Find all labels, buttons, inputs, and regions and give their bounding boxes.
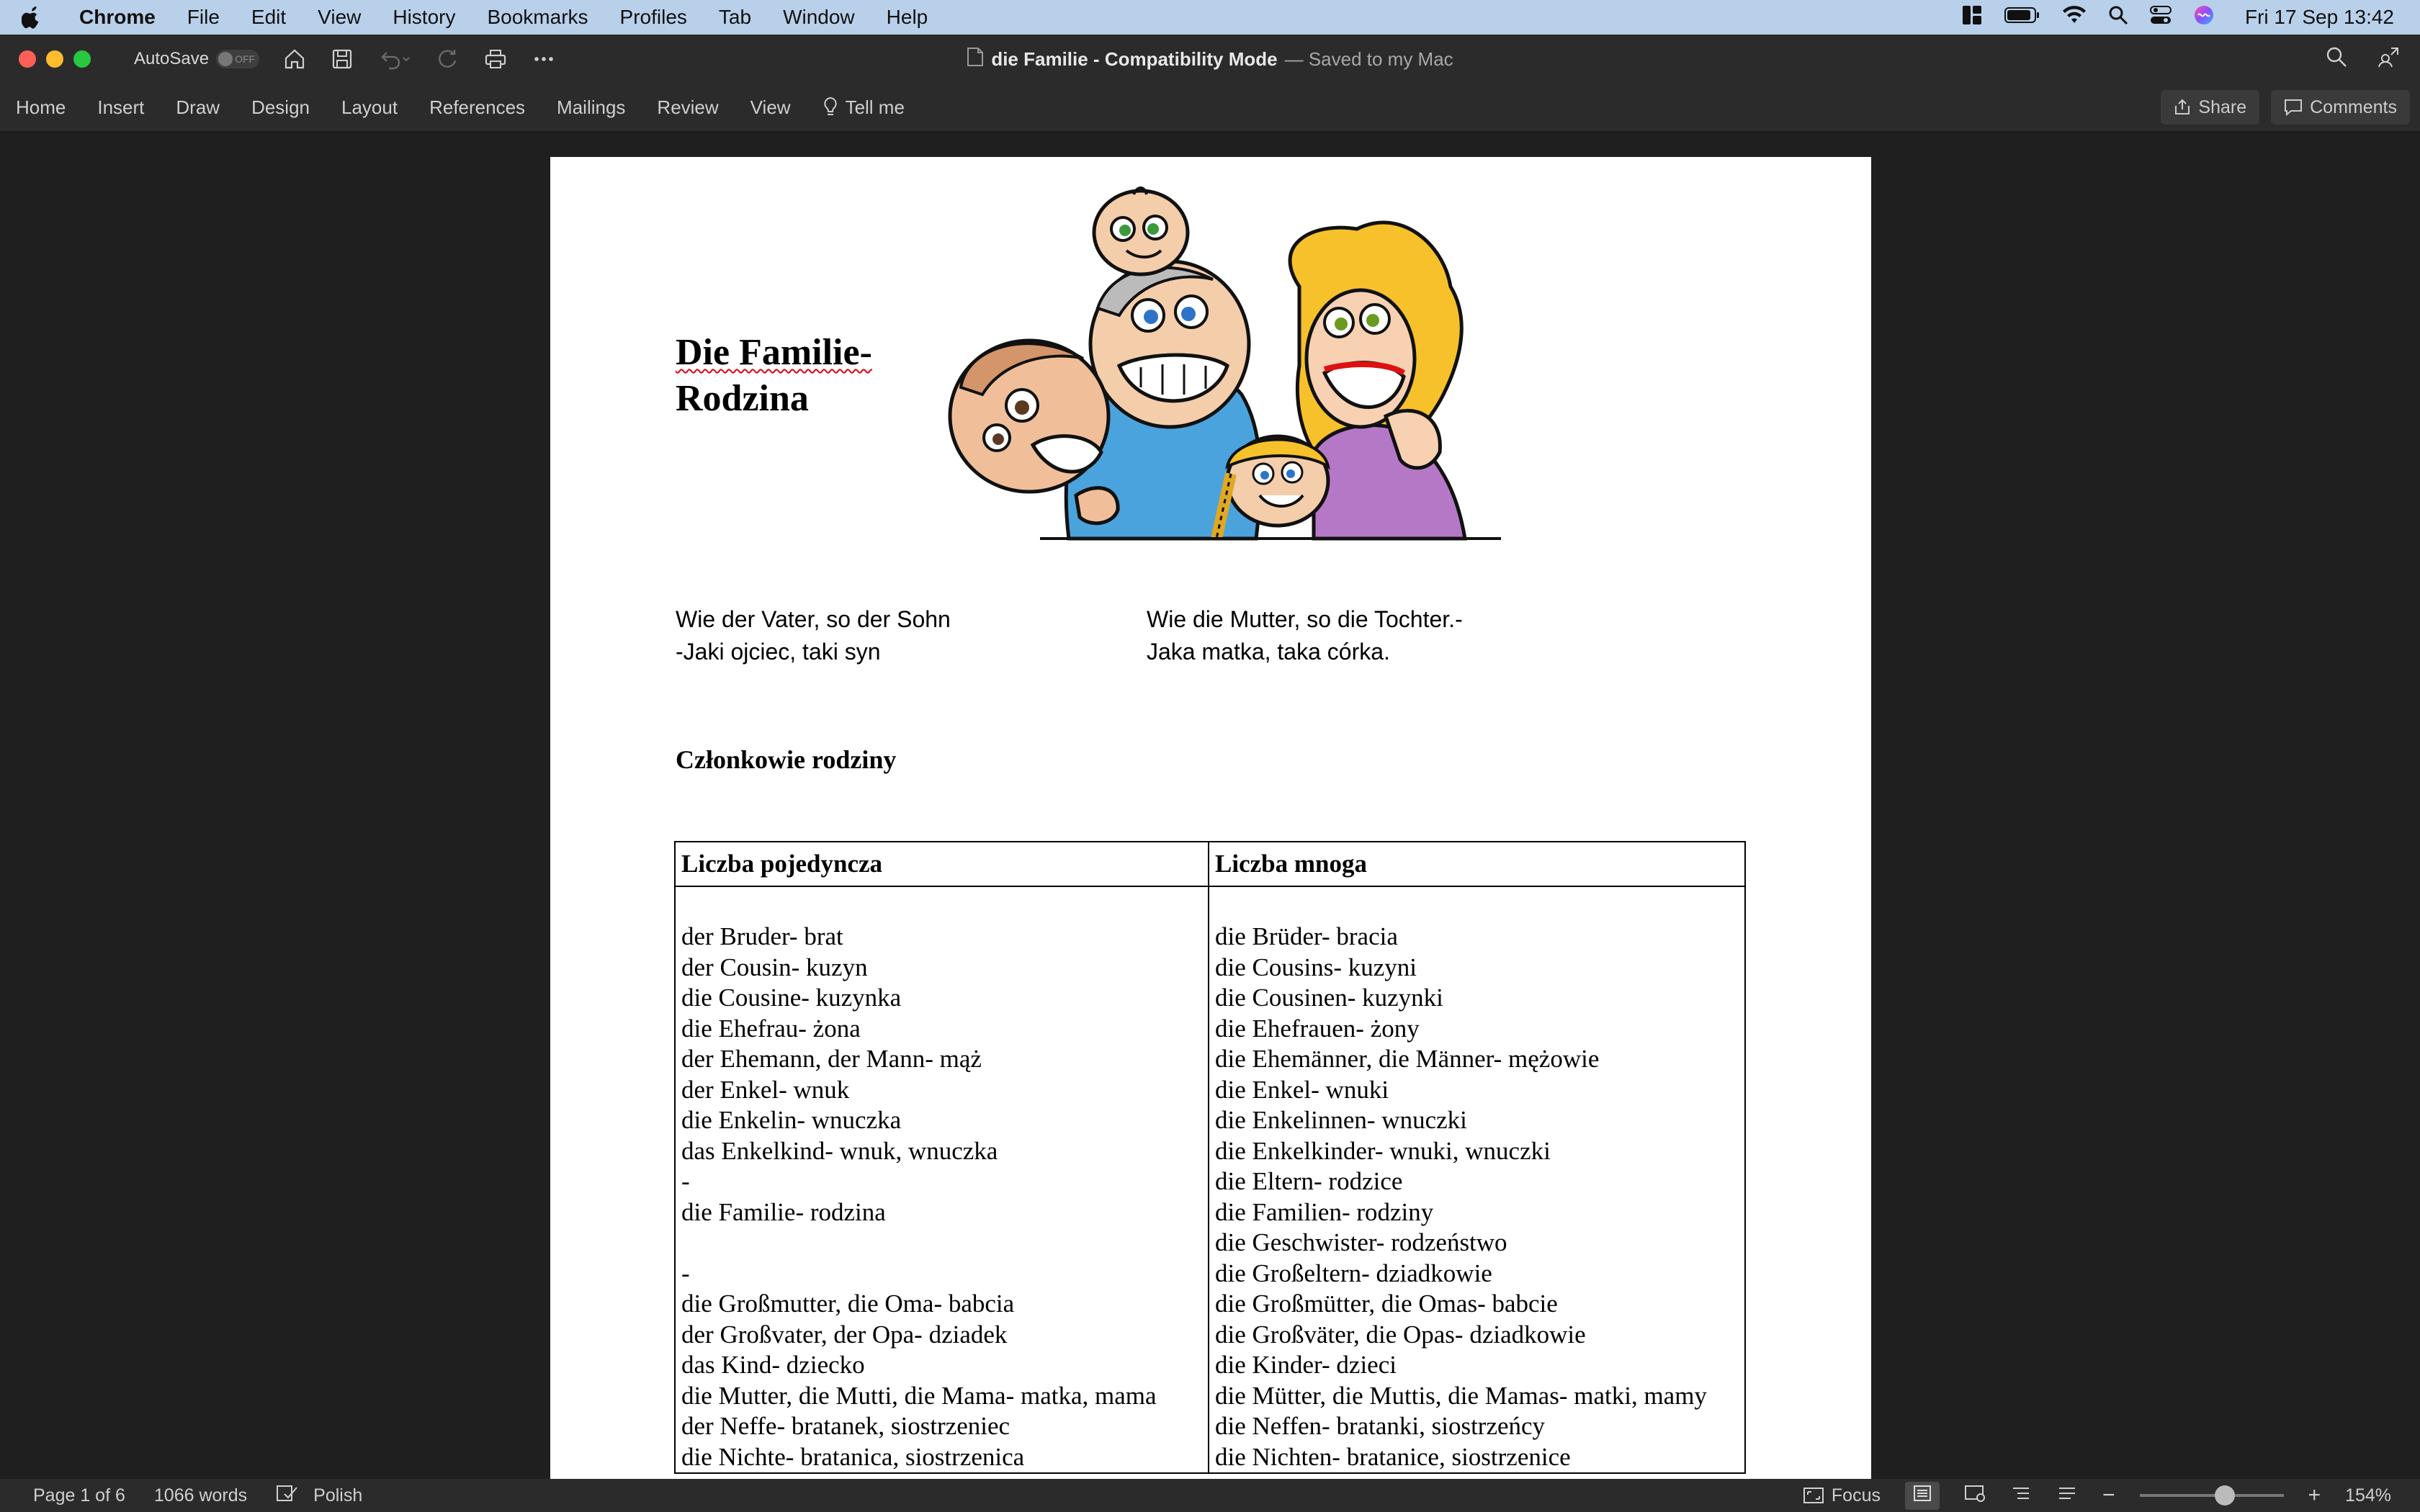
document-heading — [676, 330, 872, 422]
zoom-in-icon[interactable]: + — [2308, 1483, 2321, 1507]
menu-view[interactable]: View — [318, 6, 362, 28]
singular-entry: die Familie- rodzina — [681, 1197, 886, 1226]
focus-label: Focus — [1831, 1485, 1881, 1506]
word-doc-icon — [967, 47, 984, 72]
focus-icon — [1803, 1487, 1824, 1504]
word-count[interactable]: 1066 words — [153, 1485, 248, 1506]
draft-view-icon[interactable] — [2056, 1485, 2078, 1507]
singular-entry: die Großmutter, die Oma- babcia — [681, 1290, 1015, 1318]
plural-entry: die Großväter, die Opas- dziadkowie — [1215, 1320, 1586, 1349]
plural-entry: die Ehefrauen- żony — [1215, 1014, 1420, 1043]
plural-entry: die Ehemänner, die Männer- mężowie — [1215, 1045, 1600, 1073]
singular-entry: der Enkel- wnuk — [681, 1075, 850, 1104]
tab-review[interactable]: Review — [657, 96, 719, 118]
ribbon-actions — [2161, 90, 2420, 125]
singular-entry: die Mutter, die Mutti, die Mama- matka, mama — [681, 1381, 1157, 1410]
search-document-icon[interactable] — [2325, 45, 2348, 73]
menubar-clock[interactable]: Fri 17 Sep 13:42 — [2244, 6, 2394, 28]
tab-design[interactable]: Design — [251, 96, 310, 118]
document-name: die Familie - Compatibility Mode — [991, 48, 1278, 70]
plural-entry: die Mütter, die Muttis, die Mamas- matki, mamy — [1215, 1381, 1707, 1410]
comments-button[interactable] — [2271, 90, 2410, 125]
outline-view-icon[interactable] — [2010, 1485, 2032, 1507]
share-profile-icon[interactable] — [2377, 45, 2400, 73]
singular-entry: - — [681, 1167, 690, 1195]
singular-entry: der Bruder- brat — [681, 922, 843, 950]
tab-home[interactable]: Home — [16, 96, 66, 118]
titlebar-right — [2325, 45, 2420, 73]
dashboard-icon[interactable] — [1961, 4, 1983, 31]
plural-entry: die Enkel- wnuki — [1215, 1075, 1389, 1104]
singular-entry: der Ehemann, der Mann- mąż — [681, 1045, 982, 1073]
document-canvas[interactable] — [0, 132, 2420, 1479]
proverb-father-son — [676, 603, 951, 668]
proverb-mother-daughter — [1147, 603, 1463, 668]
search-icon[interactable] — [2108, 5, 2128, 30]
plural-entry: die Nichten- bratanice, siostrzenice — [1215, 1442, 1571, 1471]
proverb-father-polish: -Jaki ojciec, taki syn — [676, 639, 881, 665]
plural-entry: die Geschwister- rodzeństwo — [1215, 1228, 1507, 1256]
autosave-toggle[interactable] — [216, 50, 259, 68]
tab-draw[interactable]: Draw — [176, 96, 220, 118]
singular-entry: das Enkelkind- wnuk, wnuczka — [681, 1136, 998, 1165]
battery-icon[interactable] — [2004, 6, 2040, 30]
plural-column[interactable] — [1209, 886, 1745, 1473]
tell-me-search[interactable] — [807, 96, 920, 119]
proverb-mother-polish: Jaka matka, taka córka. — [1147, 639, 1390, 665]
proverb-father-german: Wie der Vater, so der Sohn — [676, 606, 951, 632]
document-page[interactable] — [550, 157, 1871, 1479]
table-header-row — [675, 842, 1745, 886]
tab-layout[interactable]: Layout — [341, 96, 398, 118]
share-icon — [2174, 99, 2191, 116]
comment-icon — [2284, 99, 2303, 116]
plural-entry: die Enkelkinder- wnuki, wnuczki — [1215, 1136, 1551, 1165]
plural-entry: die Großeltern- dziadkowie — [1215, 1259, 1492, 1287]
autosave-control[interactable] — [134, 49, 259, 69]
heading-line-1: Die Familie- — [676, 332, 872, 373]
plural-entry: die Eltern- rodzice — [1215, 1167, 1403, 1195]
print-icon[interactable] — [484, 48, 507, 70]
status-bar — [0, 1479, 2420, 1512]
plural-entry: die Großmütter, die Omas- babcie — [1215, 1290, 1558, 1318]
header-singular: Liczba pojedyncza — [675, 842, 1209, 886]
zoom-window-button[interactable] — [73, 50, 91, 68]
singular-entry: der Neffe- bratanek, siostrzeniec — [681, 1412, 1010, 1440]
menu-file[interactable]: File — [187, 6, 220, 28]
close-window-button[interactable] — [19, 50, 36, 68]
zoom-slider[interactable] — [2140, 1494, 2284, 1497]
section-heading: Członkowie rodziny — [676, 745, 897, 774]
singular-entry: die Nichte- bratanica, siostrzenica — [681, 1442, 1025, 1471]
focus-button[interactable] — [1803, 1485, 1881, 1506]
autosave-label: AutoSave — [134, 49, 210, 68]
home-icon[interactable] — [284, 48, 305, 70]
web-layout-view-icon[interactable] — [1964, 1485, 1986, 1507]
lightbulb-icon — [823, 96, 838, 118]
tab-view[interactable]: View — [750, 96, 791, 118]
plural-entry: die Cousins- kuzyni — [1215, 953, 1417, 981]
minimize-window-button[interactable] — [46, 50, 63, 68]
tell-me-label: Tell me — [845, 96, 905, 118]
proverb-mother-german: Wie die Mutter, so die Tochter.- — [1147, 606, 1463, 632]
apple-menu-icon[interactable] — [22, 0, 60, 35]
singular-entry: - — [681, 1259, 690, 1287]
zoom-slider-knob[interactable] — [2215, 1485, 2235, 1506]
proofing-icon[interactable] — [276, 1484, 299, 1508]
plural-entry: die Cousinen- kuzynki — [1215, 984, 1443, 1012]
siri-icon[interactable] — [2193, 4, 2215, 31]
mac-menubar — [0, 0, 2420, 35]
header-plural: Liczba mnoga — [1209, 842, 1745, 886]
menu-window[interactable]: Window — [783, 6, 855, 28]
tab-insert[interactable]: Insert — [97, 96, 145, 118]
comments-label: Comments — [2310, 96, 2397, 117]
singular-entry: die Enkelin- wnuczka — [681, 1106, 902, 1134]
language[interactable]: Polish — [313, 1485, 363, 1506]
singular-entry: der Großvater, der Opa- dziadek — [681, 1320, 1008, 1349]
save-icon[interactable] — [331, 48, 353, 70]
menu-tab[interactable]: Tab — [718, 6, 752, 28]
menu-history[interactable]: History — [393, 6, 456, 28]
family-vocabulary-table — [674, 841, 1746, 1474]
menu-profiles[interactable]: Profiles — [619, 6, 687, 28]
singular-entry: die Cousine- kuzynka — [681, 984, 902, 1012]
tab-mailings[interactable]: Mailings — [557, 96, 626, 118]
ribbon-tab-bar — [0, 84, 2420, 132]
print-layout-view-icon[interactable] — [1905, 1482, 1940, 1510]
quick-access-toolbar — [284, 48, 555, 70]
singular-entry: das Kind- dziecko — [681, 1351, 865, 1379]
plural-entry: die Brüder- bracia — [1215, 922, 1398, 950]
plural-entry: die Neffen- bratanki, siostrzeńcy — [1215, 1412, 1546, 1440]
control-center-icon[interactable] — [2150, 5, 2172, 30]
share-button[interactable] — [2161, 90, 2259, 125]
singular-entry: der Cousin- kuzyn — [681, 953, 868, 981]
undo-icon[interactable] — [379, 48, 411, 70]
wifi-icon[interactable] — [2062, 6, 2087, 30]
word-titlebar — [0, 35, 2420, 84]
menubar-status-area — [1961, 4, 2420, 31]
redo-icon[interactable] — [436, 48, 458, 70]
menu-edit[interactable]: Edit — [251, 6, 287, 28]
family-cartoon-image[interactable] — [925, 179, 1515, 546]
plural-entry: die Enkelinnen- wnuczki — [1215, 1106, 1467, 1134]
zoom-level[interactable]: 154% — [2345, 1485, 2391, 1506]
window-controls — [19, 50, 91, 68]
plural-entry: die Familien- rodziny — [1215, 1197, 1434, 1226]
table-row — [675, 886, 1745, 1473]
page-count[interactable]: Page 1 of 6 — [33, 1485, 125, 1506]
more-options-icon[interactable] — [533, 48, 555, 70]
autosave-state: OFF — [235, 53, 256, 65]
status-bar-right — [1803, 1482, 2420, 1510]
singular-entry — [681, 1228, 1202, 1259]
menu-app-chrome[interactable]: Chrome — [79, 6, 156, 28]
menu-bookmarks[interactable]: Bookmarks — [487, 6, 588, 28]
tab-references[interactable]: References — [429, 96, 526, 118]
zoom-out-icon[interactable]: − — [2102, 1483, 2115, 1507]
singular-entry: die Ehefrau- żona — [681, 1014, 861, 1043]
share-label: Share — [2198, 96, 2247, 117]
singular-column[interactable] — [675, 886, 1209, 1473]
plural-entry: die Kinder- dzieci — [1215, 1351, 1397, 1379]
save-status: — Saved to my Mac — [1284, 48, 1453, 70]
heading-line-2: Rodzina — [676, 378, 809, 419]
menu-help[interactable]: Help — [886, 6, 928, 28]
